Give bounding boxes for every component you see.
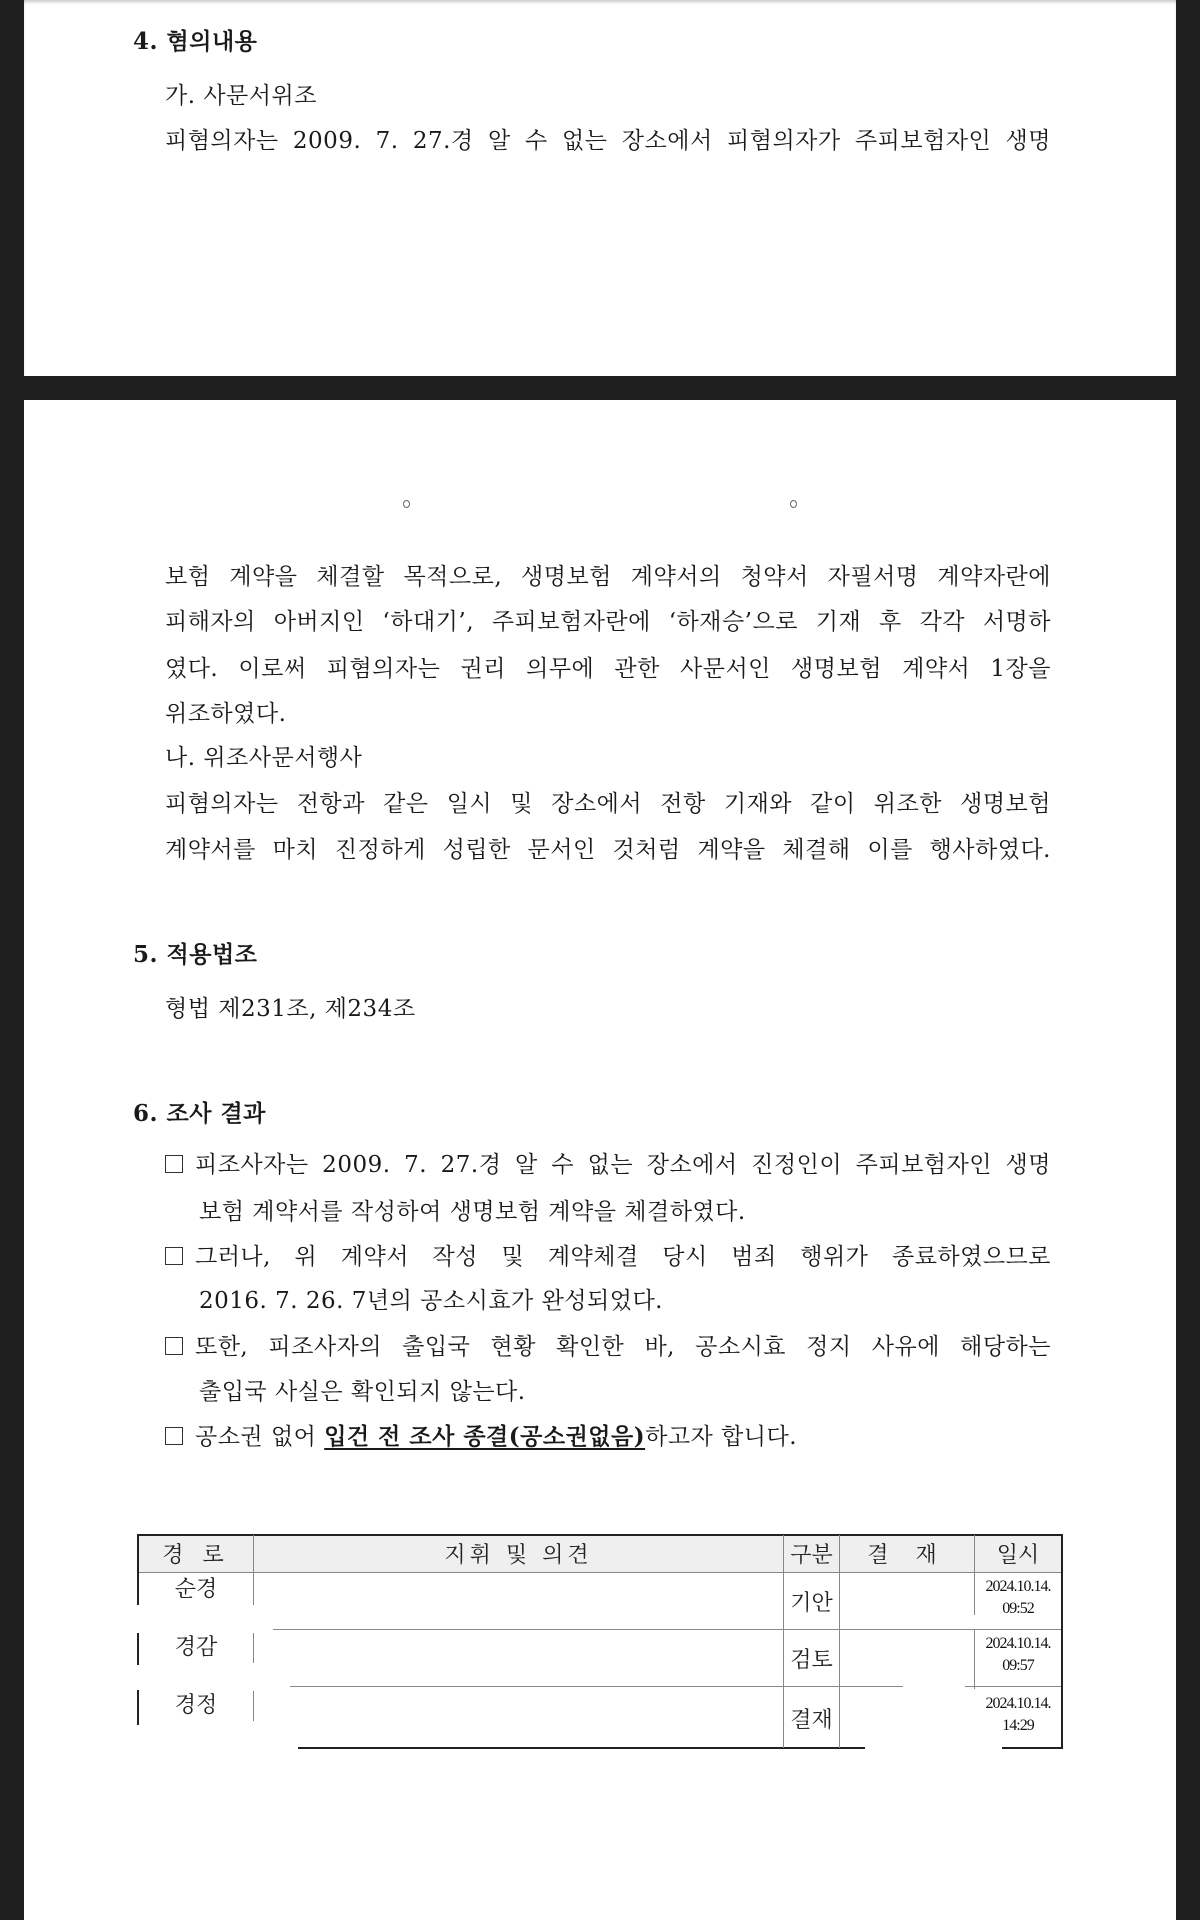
header-type: 구분 [790, 1543, 833, 1568]
body-line: 위조하였다. [165, 701, 287, 727]
checkbox-icon [165, 1337, 183, 1355]
body-line: 였다. 이로써 피혐의자는 권리 의무에 관한 사문서인 생명보험 계약서 1장을 [165, 656, 1051, 682]
row-type: 결재 [790, 1708, 833, 1733]
document-page-2 [24, 400, 1176, 1920]
body-line: 계약서를 마치 진정하게 성립한 문서인 것처럼 계약을 체결해 이를 행사하였다. [165, 837, 1051, 863]
section-6-heading: 6. 조사 결과 [133, 1100, 266, 1127]
result-item-2: 그러나, 위 계약서 작성 및 계약체결 당시 범죄 행위가 종료하였으므로 [165, 1242, 1051, 1272]
row-datetime: 2024.10.14. 14:29 [985, 1695, 1051, 1734]
row-route: 경정 [174, 1693, 218, 1718]
table-border [1002, 1747, 1063, 1749]
result-item-1: 피조사자는 2009. 7. 27.경 알 수 없는 장소에서 진정인이 주피보험자인 생명 [165, 1150, 1051, 1180]
row-type: 기안 [790, 1591, 833, 1616]
result-item-3-cont: 출입국 사실은 확인되지 않는다. [199, 1379, 526, 1405]
table-border [965, 1686, 1062, 1687]
header-datetime: 일시 [996, 1543, 1040, 1568]
body-line: 피혐의자는 전항과 같은 일시 및 장소에서 전항 기재와 같이 위조한 생명보험 [165, 791, 1051, 817]
body-line: 보험 계약을 체결할 목적으로, 생명보험 계약서의 청약서 자필서명 계약자란에 [165, 564, 1051, 590]
section-5-heading: 5. 적용법조 [133, 941, 258, 968]
table-border [137, 1572, 1062, 1573]
checkbox-icon [165, 1155, 183, 1173]
result-item-2-cont: 2016. 7. 26. 7년의 공소시효가 완성되었다. [199, 1288, 663, 1314]
section-4a-title: 가. 사문서위조 [165, 83, 317, 109]
result-item-3: 또한, 피조사자의 출입국 현황 확인한 바, 공소시효 정지 사유에 해당하는 [165, 1332, 1051, 1362]
result-item-1-cont: 보험 계약서를 작성하여 생명보험 계약을 체결하였다. [199, 1199, 746, 1225]
table-border [253, 1633, 254, 1663]
document-page-1 [24, 0, 1176, 376]
header-approval: 결 재 [867, 1543, 947, 1568]
header-route: 경 로 [162, 1543, 230, 1568]
row-datetime: 2024.10.14. 09:57 [985, 1635, 1051, 1674]
result-item-4: 공소권 없어 입건 전 조사 종결(공소권없음)하고자 합니다. [165, 1422, 797, 1452]
table-border [298, 1747, 865, 1749]
checkbox-icon [165, 1427, 183, 1445]
row-route: 경감 [174, 1635, 218, 1660]
checkbox-icon [165, 1247, 183, 1265]
table-border [273, 1629, 1062, 1630]
section-4-heading: 4. 혐의내용 [133, 28, 258, 55]
row-type: 검토 [790, 1648, 833, 1673]
table-border [290, 1686, 903, 1687]
conclusion-underlined: 입건 전 조사 종결(공소권없음) [324, 1423, 646, 1450]
table-border [1061, 1535, 1063, 1749]
table-border [137, 1534, 1063, 1536]
row-datetime: 2024.10.14. 09:52 [985, 1578, 1051, 1617]
table-border [253, 1691, 254, 1721]
header-mark-dot [790, 500, 797, 508]
section-5-body: 형법 제231조, 제234조 [165, 996, 416, 1022]
body-line: 피혐의자는 2009. 7. 27.경 알 수 없는 장소에서 피혐의자가 주피보험자인 생명 [165, 128, 1051, 154]
header-opinion: 지휘 및 의견 [444, 1543, 593, 1568]
row-route: 순경 [174, 1577, 218, 1602]
section-4b-title: 나. 위조사문서행사 [165, 745, 363, 771]
body-line: 피해자의 아버지인 ‘하대기’, 주피보험자란에 ‘하재승’으로 기재 후 각각 서명하 [165, 609, 1051, 635]
header-mark-dot [403, 500, 410, 508]
